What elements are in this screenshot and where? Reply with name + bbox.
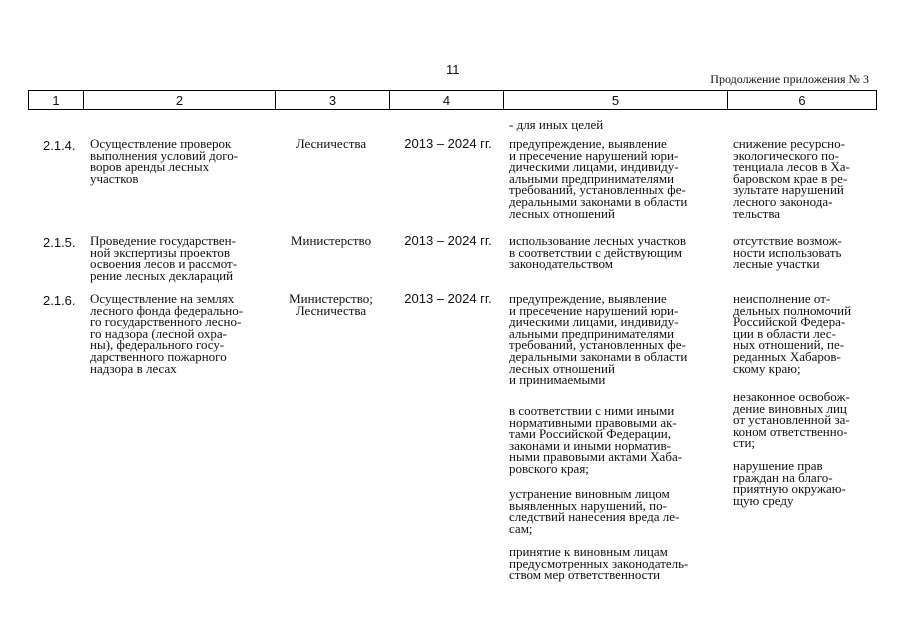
row-consequence: неисполнение от- дельных полномочий Российской Федера- ции в области лес- ных отношений, пе- реданных Хабаров- скому краю; xyxy=(733,291,852,376)
header-col-5: 5 xyxy=(504,91,728,110)
column-number-header xyxy=(28,90,877,110)
row-activity: Осуществление на землях лесного фонда федерально- го государственного лесно- го надзора (лесной охра- ны), федерального госу- дарственного пожарного надзора в лесах xyxy=(90,291,244,376)
row-activity: Осуществление проверок выполнения условий дого- воров аренды лесных участков xyxy=(90,136,239,186)
row-consequence: отсутствие возмож- ности использовать лесные участки xyxy=(733,233,842,272)
carry-over-text: - для иных целей xyxy=(509,117,604,132)
row-result: в соответствии с ними иными нормативными правовыми ак- тами Российской Федерации, законами и иными норматив- ными правовыми актами Хаба- ровского края; xyxy=(509,403,683,476)
header-col-3: 3 xyxy=(276,91,390,110)
header-col-2: 2 xyxy=(84,91,276,110)
row-result: предупреждение, выявление и пресечение нарушений юри- дическими лицами, индивиду- альными предпринимателями требований, установленных фе- деральными законами в области лесных отношений xyxy=(509,136,688,221)
row-consequence: незаконное освобож- дение виновных лиц от установленной за- коном ответственно- сти; xyxy=(733,389,850,451)
continuation-note: Продолжение приложения № 3 xyxy=(710,72,869,86)
row-result: использование лесных участков в соответствии с действующим законодательством xyxy=(509,233,687,272)
row-activity: Проведение государствен- ной экспертизы проектов освоения лесов и рассмот- рение лесных деклараций xyxy=(90,233,238,283)
row-executor: Министерство xyxy=(290,233,372,248)
header-col-6: 6 xyxy=(728,91,877,110)
page-number: 11 xyxy=(446,62,460,77)
row-consequence: нарушение прав граждан на благо- приятную окружаю- щую среду xyxy=(733,458,846,508)
row-result: принятие к виновным лицам предусмотренных законодатель- ством мер ответственности xyxy=(509,544,689,583)
row-result: предупреждение, выявление и пресечение нарушений юри- дическими лицами, индивиду- альными предпринимателями требований, установленных фе- деральными законами в области лесных отношений и принимаемыми xyxy=(509,291,688,388)
row-period: 2013 – 2024 гг. xyxy=(404,136,492,151)
row-number: 2.1.5. xyxy=(43,235,76,250)
row-period: 2013 – 2024 гг. xyxy=(404,291,492,306)
header-col-1: 1 xyxy=(29,91,84,110)
row-number: 2.1.4. xyxy=(43,138,76,153)
row-result: устранение виновным лицом выявленных нарушений, по- следствий нанесения вреда ле- сам; xyxy=(509,486,680,536)
row-executor: Министерство; Лесничества xyxy=(289,291,373,318)
row-number: 2.1.6. xyxy=(43,293,76,308)
row-period: 2013 – 2024 гг. xyxy=(404,233,492,248)
row-consequence: снижение ресурсно- экологического по- тенциала лесов в Ха- баровском крае в ре- зультате нарушений лесного законода- тельства xyxy=(733,136,850,221)
row-executor: Лесничества xyxy=(295,136,367,151)
header-col-4: 4 xyxy=(390,91,504,110)
